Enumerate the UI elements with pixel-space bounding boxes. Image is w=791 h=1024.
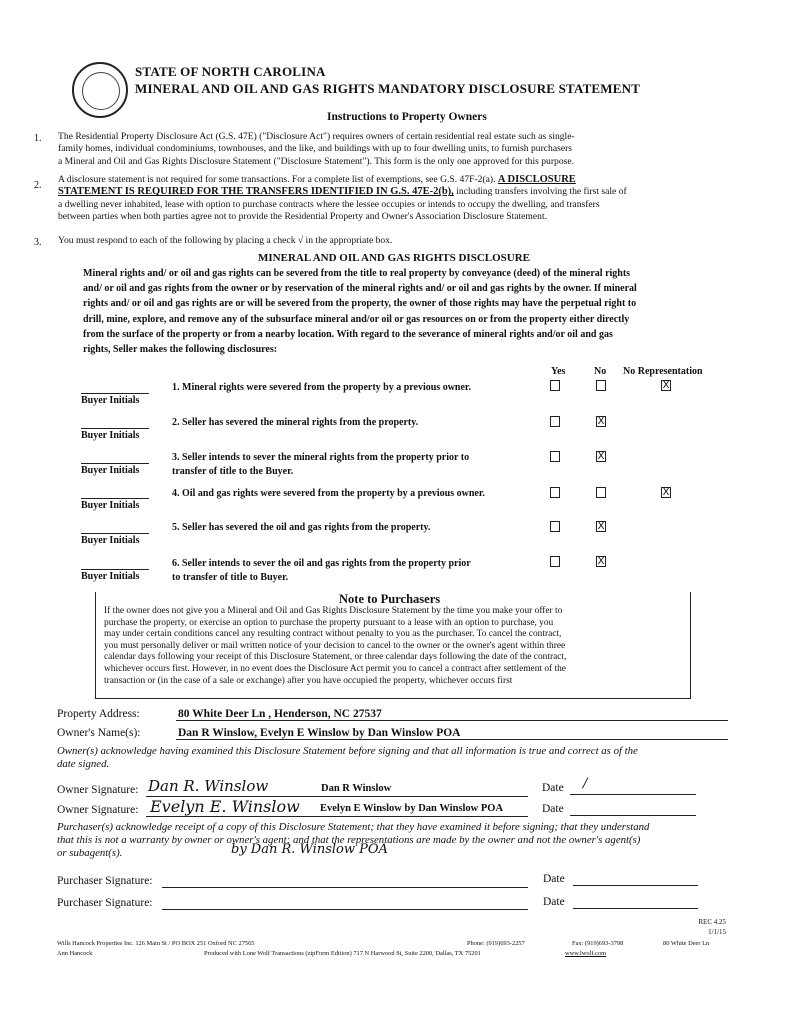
agent-name: Ann Hancock	[57, 950, 93, 957]
buyer-initials-line[interactable]	[81, 393, 149, 394]
date-label: Date	[543, 896, 565, 908]
question-text: 6. Seller intends to sever the oil and gas rights from the property prior to transfer of title to Buyer.	[172, 558, 471, 583]
owners-name-label: Owner's Name(s):	[57, 727, 141, 739]
poa-signature: by Dan R. Winslow POA	[231, 842, 388, 857]
buyer-initials-line[interactable]	[81, 428, 149, 429]
owner-signature-1[interactable]: Dan R. Winslow	[148, 777, 269, 795]
yes-checkbox[interactable]	[550, 556, 560, 567]
no-checkbox[interactable]: X	[597, 521, 605, 532]
question-text: 5. Seller has severed the oil and gas rights from the property.	[172, 522, 431, 533]
instruction-1: The Residential Property Disclosure Act (G.S. 47E) ("Disclosure Act") requires owners of certain residential real estate such as single- family homes, individual condominiums, townhouses, and the like, and buildings with up to four dwelling units, to furnish purchasers a Mineral and Oil and Gas Rights Disclosure Statement ("Disclosure Statement"). This form is the only one approved for this purpose.	[58, 131, 575, 167]
yes-checkbox[interactable]	[550, 521, 560, 532]
state-seal-icon	[72, 62, 128, 118]
yes-checkbox[interactable]	[550, 451, 560, 462]
no-checkbox[interactable]	[596, 487, 606, 498]
instr-num: 3.	[34, 237, 42, 248]
question-text: 3. Seller intends to sever the mineral rights from the property prior to transfer of title to the Buyer.	[172, 452, 470, 477]
yes-checkbox[interactable]	[550, 487, 560, 498]
owner-printed-name-2: Evelyn E Winslow by Dan Winslow POA	[320, 803, 504, 814]
note-title: Note to Purchasers	[339, 592, 441, 606]
purchaser-signature-1-field[interactable]	[162, 887, 528, 888]
form-code: REC 4.25	[698, 918, 726, 926]
buyer-initials-line[interactable]	[81, 498, 149, 499]
no-checkbox[interactable]: X	[597, 416, 605, 427]
buyer-initials-line[interactable]	[81, 533, 149, 534]
broker-fax: Fax: (919)693-3798	[572, 940, 624, 947]
question-text: 4. Oil and gas rights were severed from the property by a previous owner.	[172, 488, 485, 499]
no-checkbox[interactable]: X	[597, 556, 605, 567]
yes-checkbox[interactable]	[550, 416, 560, 427]
col-no-representation: No Representation	[623, 366, 703, 377]
date-label: Date	[542, 803, 564, 815]
owner-acknowledgement: Owner(s) acknowledge having examined this Disclosure Statement before signing and that all information is true and correct as of the date signed.	[57, 745, 638, 770]
question-text: 1. Mineral rights were severed from the property by a previous owner.	[172, 382, 471, 393]
buyer-initials-label: Buyer Initials	[81, 465, 140, 476]
note-text: If the owner does not give you a Mineral and Oil and Gas Rights Disclosure Statement by the time you make your offer to purchase the property, or exercise an option to purchase the property pursuant to a lease with an option to purchase, you may under certain conditions cancel any resulting contract without penalty to you as the purchaser. To cancel the contract, you must personally deliver or mail written notice of your decision to cancel to the owner or the owner's agent within three calendar days following your receipt of this Disclosure Statement, or three calendar days following the date of the contract, whichever occurs first. However, in no event does the Disclosure Act permit you to cancel a contract after settlement of the transaction or (in the case of a sale or exchange) after you have occupied the property, whichever occurs first	[104, 606, 567, 686]
broker-line: Wills Hancock Properties Inc. 126 Main St / PO BOX 251 Oxford NC 27565	[57, 940, 255, 947]
property-address-label: Property Address:	[57, 708, 140, 720]
purchaser-date-2-field[interactable]	[573, 908, 698, 909]
disclosure-title: MINERAL AND OIL AND GAS RIGHTS DISCLOSURE	[258, 252, 531, 264]
no-representation-checkbox[interactable]: X	[662, 487, 670, 498]
broker-phone: Phone: (919)693-2257	[467, 940, 525, 947]
instr-num: 2.	[34, 180, 42, 191]
no-checkbox[interactable]	[596, 380, 606, 391]
purchaser-signature-label: Purchaser Signature:	[57, 897, 153, 909]
produced-with: Produced with Lone Wolf Transactions (zipForm Edition) 717 N Harwood St, Suite 2200, Dallas, TX 75201	[204, 950, 481, 957]
yes-checkbox[interactable]	[550, 380, 560, 391]
purchaser-signature-2-field[interactable]	[162, 909, 528, 910]
instruction-3: You must respond to each of the following by placing a check √ in the appropriate box.	[58, 235, 393, 246]
owner-signature-label: Owner Signature:	[57, 804, 139, 816]
disclosure-text: Mineral rights and/ or oil and gas rights can be severed from the title to real property by conveyance (deed) of the mineral rights and/ or oil and gas rights from the owner or by reservation of the mineral rights and/ or oil and gas rights by the owner. If mineral rights and/ or oil and gas rights are or will be severed from the property, the owner of those rights may have the perpetual right to drill, mine, explore, and remove any of the subsurface mineral and/or oil or gas resources on or from the property either directly from the surface of the property or from a nearby location. With regard to the severance of mineral rights and/or oil and gas rights, Seller makes the following disclosures:	[83, 268, 637, 356]
property-address-field[interactable]: 80 White Deer Ln , Henderson, NC 27537	[178, 708, 382, 720]
buyer-initials-label: Buyer Initials	[81, 571, 140, 582]
website-link[interactable]: www.lwolf.com	[565, 950, 607, 957]
purchaser-date-1-field[interactable]	[573, 885, 698, 886]
owner-printed-name-1: Dan R Winslow	[321, 783, 392, 794]
col-yes: Yes	[551, 366, 566, 377]
buyer-initials-line[interactable]	[81, 569, 149, 570]
buyer-initials-label: Buyer Initials	[81, 395, 140, 406]
instructions-title: Instructions to Property Owners	[327, 111, 487, 123]
question-text: 2. Seller has severed the mineral rights from the property.	[172, 417, 419, 428]
purchaser-acknowledgement: Purchaser(s) acknowledge receipt of a copy of this Disclosure Statement; that they have examined it before signing; that they understand that this is not a warranty by owner or owner's agent; and that the representations are made by the owner and not the owner's agent(s) or subagent(s).	[57, 821, 650, 859]
state-name: STATE OF NORTH CAROLINA	[135, 64, 326, 79]
owner-date-1[interactable]: /	[583, 776, 588, 791]
buyer-initials-label: Buyer Initials	[81, 500, 140, 511]
buyer-initials-label: Buyer Initials	[81, 535, 140, 546]
owner-signature-label: Owner Signature:	[57, 784, 139, 796]
col-no: No	[594, 366, 607, 377]
buyer-initials-label: Buyer Initials	[81, 430, 140, 441]
footer-address: 80 White Deer Ln	[663, 940, 710, 947]
owner-signature-2[interactable]: Evelyn E. Winslow	[150, 797, 300, 816]
form-title: MINERAL AND OIL AND GAS RIGHTS MANDATORY DISCLOSURE STATEMENT	[135, 81, 641, 96]
buyer-initials-line[interactable]	[81, 463, 149, 464]
date-label: Date	[543, 873, 565, 885]
purchaser-signature-label: Purchaser Signature:	[57, 875, 153, 887]
instr-num: 1.	[34, 133, 42, 144]
form-date: 1/1/15	[708, 928, 726, 936]
date-label: Date	[542, 782, 564, 794]
owners-name-field[interactable]: Dan R Winslow, Evelyn E Winslow by Dan Winslow POA	[178, 727, 461, 739]
no-representation-checkbox[interactable]: X	[662, 380, 670, 391]
instruction-2: A disclosure statement is not required for some transactions. For a complete list of exemptions, see G.S. 47F-2(a). A DISCLOSURE STATEMENT IS REQUIRED FOR THE TRANSFERS IDENTIFIED IN G.S. 47E-2(b), including transfers involving the first sale of a dwelling never inhabited, lease with option to purchase contracts where the lessee occupies or intends to occupy the dwelling, and transfers between parties when both parties agree not to provide the Residential Property and Owner's Association Disclosure Statement.	[58, 174, 627, 223]
no-checkbox[interactable]: X	[597, 451, 605, 462]
